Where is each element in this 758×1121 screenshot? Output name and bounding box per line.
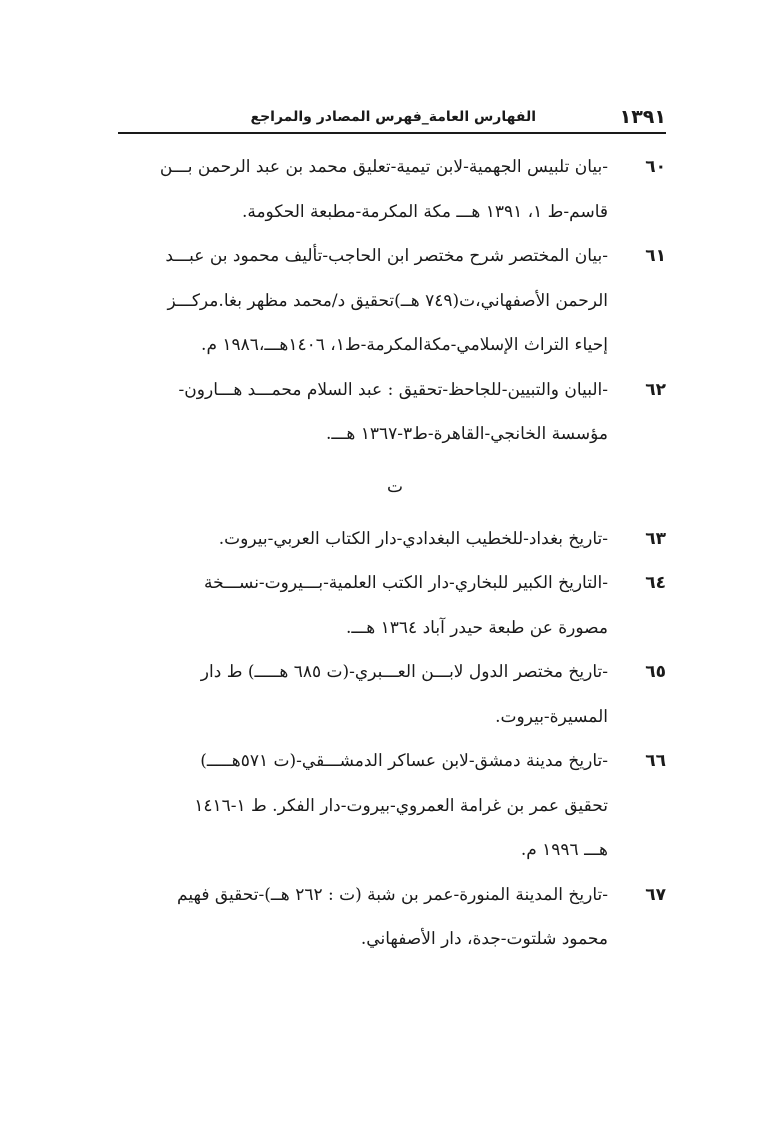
entry-line: محمود شلتوت-جدة، دار الأصفهاني. <box>360 929 608 949</box>
entry-line: إحياء التراث الإسلامي-مكةالمكرمة-ط١، ١٤٠٦هـــ،١٩٨٦ م. <box>201 335 608 355</box>
entry-number: ٦٤ <box>645 573 666 593</box>
entry-line: -تاريخ مدينة دمشق-لابن عساكر الدمشـــقي-(ت ٥٧١هـــــ) <box>200 751 608 771</box>
bibliography-entry-65 <box>124 650 666 739</box>
bibliography-entry-66 <box>124 739 666 873</box>
entry-line: -بيان تلبيس الجهمية-لابن تيمية-تعليق محمد بن عبد الرحمن بـــن <box>159 157 608 177</box>
entry-line: مصورة عن طبعة حيدر آباد ١٣٦٤ هـــ. <box>345 617 608 638</box>
bibliography-list <box>124 145 666 962</box>
entry-line: مؤسسة الخانجي-القاهرة-ط٣-١٣٦٧ هـــ. <box>325 424 608 444</box>
header-rule <box>118 132 666 134</box>
bibliography-entry-63 <box>124 517 666 562</box>
bibliography-entry-60 <box>124 145 666 234</box>
entry-number: ٦٠ <box>645 157 666 177</box>
entry-number: ٦٣ <box>645 528 666 549</box>
entry-line: الرحمن الأصفهاني،ت(٧٤٩ هــ)تحقيق د/محمد مظهر بغا.مركـــز <box>167 290 608 311</box>
entry-line: -تاريخ بغداد-للخطيب البغدادي-دار الكتاب العربي-بيروت. <box>218 528 608 549</box>
entry-number: ٦٧ <box>645 884 666 905</box>
entry-number: ٦٥ <box>645 662 666 682</box>
entry-line: المسيرة-بيروت. <box>495 706 608 727</box>
entry-line: -تاريخ مختصر الدول لابـــن العـــبري-(ت ٦٨٥ هـــــ) ط دار <box>200 662 608 682</box>
running-header <box>118 106 666 134</box>
bibliography-entry-67 <box>124 873 666 962</box>
entry-line: قاسم-ط ١، ١٣٩١ هـــ مكة المكرمة-مطبعة الحكومة. <box>241 201 608 222</box>
entry-line: هـــ ١٩٩٦ م. <box>520 840 608 860</box>
entry-line: -تاريخ المدينة المنورة-عمر بن شبة (ت : ٢٦٢ هــ)-تحقيق فهيم <box>177 884 608 905</box>
bibliography-entry-61 <box>124 234 666 368</box>
entry-line: تحقيق عمر بن غرامة العمروي-بيروت-دار الفكر. ط ١-١٤١٦ <box>194 795 608 816</box>
bibliography-entry-64 <box>124 561 666 650</box>
entry-line: -البيان والتبيين-للجاحظ-تحقيق : عبد السلام محمـــد هـــارون- <box>178 379 608 400</box>
entry-line: -بيان المختصر شرح مختصر ابن الحاجب-تأليف محمود بن عبـــد <box>165 246 608 266</box>
header-title: الفهارس العامة_فهرس المصادر والمراجع <box>250 109 536 125</box>
entry-number: ٦٢ <box>645 379 666 400</box>
section-heading: ت <box>386 476 403 497</box>
bibliography-entry-62 <box>124 368 666 457</box>
entry-number: ٦١ <box>645 246 666 266</box>
entry-number: ٦٦ <box>645 751 666 771</box>
entry-line: -التاريخ الكبير للبخاري-دار الكتب العلمية-بـــيروت-نســـخة <box>204 573 608 593</box>
page-number: ١٣٩١ <box>619 106 666 128</box>
